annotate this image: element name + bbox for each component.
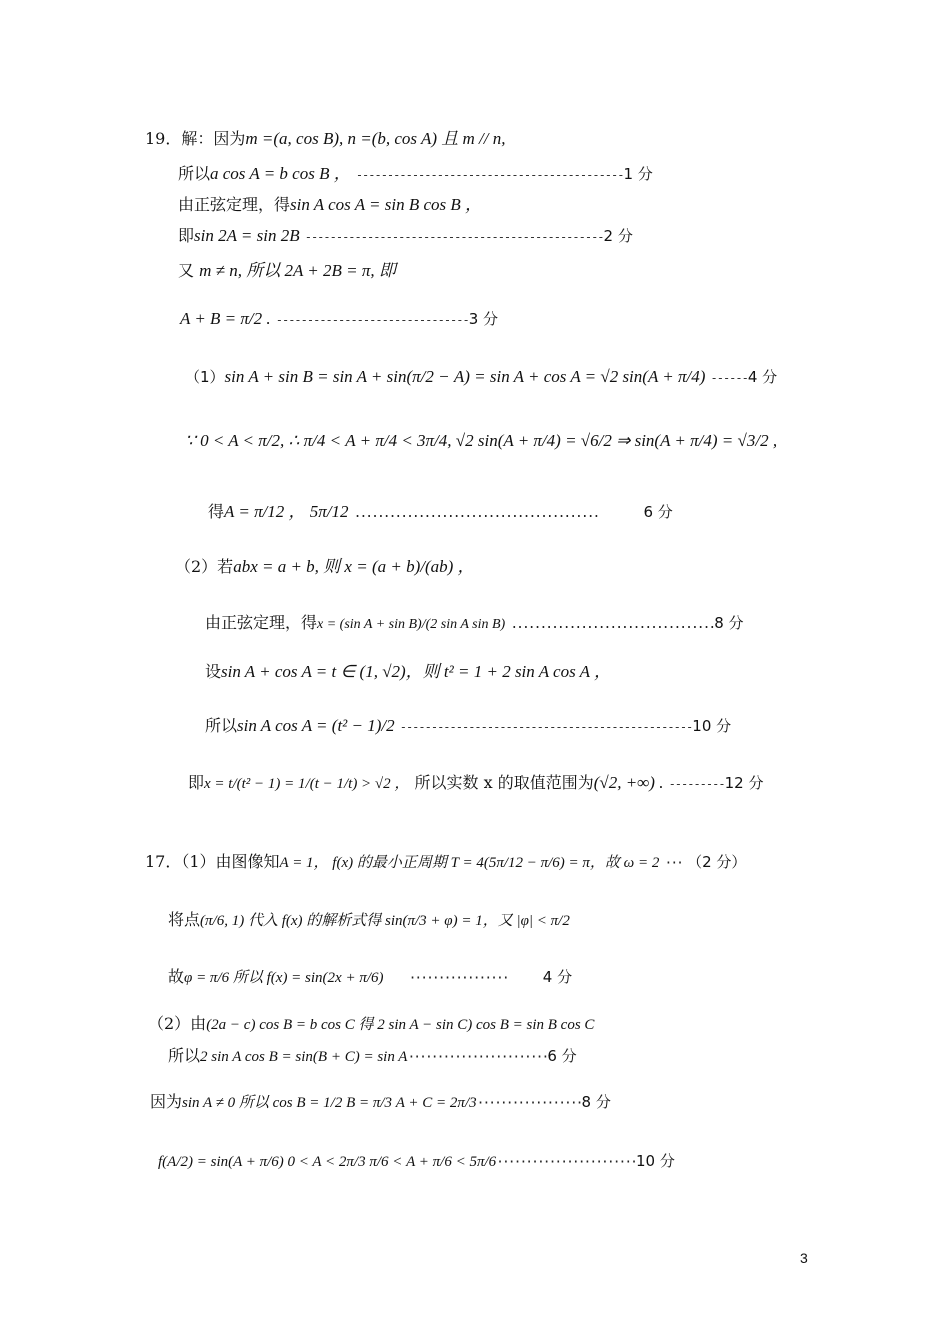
q19-part2-line2 [205, 612, 744, 636]
q19-part2-line1 [175, 556, 475, 578]
step-text: 所以 [178, 164, 211, 183]
step-math: (2a − c) cos B = b cos C 得 2 sin A − sin C) cos B = sin B cos C [206, 1017, 595, 1033]
score-leader: .......................................... [353, 506, 599, 521]
q19-part2-line5 [188, 772, 763, 795]
score: 12 分 [724, 774, 764, 792]
step-math: m ≠ n, 所以 2A + 2B = π, 即 [199, 261, 396, 280]
step-text: 故 [168, 967, 185, 986]
score-leader: ························ [407, 1050, 548, 1065]
step-math: sin A ≠ 0 所以 cos B = 1/2 B = π/3 A + C = 2π/3 [182, 1095, 477, 1111]
q19-header [145, 128, 506, 150]
q19-step-5 [180, 308, 498, 331]
q17-label: 17．（1）由图像知 [145, 852, 280, 871]
step-text: 得 [208, 502, 225, 521]
q17-line3 [168, 966, 572, 990]
part-label: （2）由 [148, 1014, 207, 1033]
step-math: 2 sin A cos B = sin(B + C) = sin A [200, 1049, 408, 1065]
q19-part2-line4 [205, 715, 731, 738]
step-math: sin A cos A = (t² − 1)/2 [237, 716, 395, 735]
step-text: 即 [188, 773, 205, 792]
q19-step-3 [178, 225, 633, 248]
step-math: A = 1， f(x) 的最小正周期 T = 4(5π/12 − π/6) = π，故 ω = 2 [279, 855, 660, 871]
part-label: （1） [185, 368, 225, 386]
score: 4 分 [542, 968, 573, 986]
step-math: x = (sin A + sin B)/(2 sin A sin B) [317, 617, 506, 632]
q19-label: 19．解：因为 [145, 129, 246, 148]
step-math: sin 2A = sin 2B [194, 226, 300, 245]
score: 4 分 [747, 368, 778, 386]
step-text: 所以 [205, 716, 238, 735]
step-math: abx = a + b, 则 x = (a + b)/(ab) ， [233, 557, 475, 576]
part-label: （2）若 [175, 557, 234, 576]
q17-line6 [150, 1091, 611, 1115]
score: 10 分 [636, 1152, 675, 1170]
step-text: 设 [205, 662, 222, 681]
step-math: x = t/(t² − 1) = 1/(t − 1/t) > √2 ， [204, 776, 410, 792]
score-leader: ················· [408, 971, 508, 986]
q17-line2 [168, 909, 570, 932]
step-math: sin A + sin B = sin A + sin(π/2 − A) = sin A + cos A = √2 sin(A + π/4) [224, 367, 706, 386]
step-math: A + B = π/2 . [180, 309, 271, 328]
q17-line1 [145, 851, 746, 875]
step-text: 所以 [168, 1046, 201, 1065]
q19-part1-line3 [208, 501, 673, 525]
step-math: sin A cos A = sin B cos B ， [290, 195, 483, 214]
step-math: φ = π/6 所以 f(x) = sin(2x + π/6) [184, 970, 384, 986]
q17-line7 [158, 1150, 675, 1174]
q19-step-4 [178, 260, 396, 282]
q19-step-2 [178, 194, 482, 216]
score: 8 分 [581, 1093, 611, 1111]
step-text: 由正弦定理，得 [178, 195, 291, 214]
step-math: (√2, +∞) . [593, 773, 664, 792]
q17-line5 [168, 1045, 577, 1069]
score: 6 分 [643, 503, 673, 521]
score: 3 分 [468, 310, 499, 328]
score-leader: ------ [710, 371, 748, 385]
score: 8 分 [714, 614, 744, 632]
step-text: 又 [178, 261, 195, 280]
score: 10 分 [692, 717, 732, 735]
step-text: 即 [178, 226, 195, 245]
step-text: 由正弦定理，得 [205, 613, 318, 632]
step-text: 将点 [168, 910, 201, 929]
q19-part1-line2 [185, 430, 777, 452]
step-text: 因为 [150, 1092, 183, 1111]
q19-part2-line3 [205, 661, 611, 683]
score: 1 分 [623, 165, 653, 183]
q17-line4 [148, 1013, 594, 1036]
score-leader: --------- [668, 777, 725, 791]
step-math: sin A + cos A = t ∈ (1, √2)，则 t² = 1 + 2 sin A cos A ， [221, 662, 611, 681]
step-math: A = π/12 ， 5π/12 [224, 502, 349, 521]
step-text: 所以实数 x 的取值范围为 [414, 773, 594, 792]
score: （2 分） [687, 853, 747, 871]
q19-part1-line1 [185, 366, 777, 389]
score-leader: ·················· [476, 1096, 582, 1111]
score: 2 分 [603, 227, 633, 245]
step-math: (π/6, 1) 代入 f(x) 的解析式得 sin(π/3 + φ) = 1，又 |φ| < π/2 [200, 913, 570, 929]
score-leader: ----------------------------------------------- [399, 720, 693, 734]
score-leader: ------------------------------- [275, 313, 469, 327]
step-math: ∵ 0 < A < π/2, ∴ π/4 < A + π/4 < 3π/4, √2 sin(A + π/4) = √6/2 ⇒ sin(A + π/4) = √3/2 , [185, 431, 778, 450]
score-leader: ------------------------------------------- [355, 168, 624, 182]
score-leader: ------------------------------------------------ [304, 230, 604, 244]
score: 6 分 [547, 1047, 577, 1065]
q19-given: m =(a, cos B), n =(b, cos A) 且 m // n, [245, 129, 506, 148]
page-number: 3 [800, 1250, 808, 1266]
step-math: a cos A = b cos B ， [210, 164, 351, 183]
score-leader: ................................... [510, 617, 715, 632]
score-leader: ························ [496, 1155, 636, 1170]
q19-step-1 [178, 163, 653, 186]
step-math: f(A/2) = sin(A + π/6) 0 < A < 2π/3 π/6 < A + π/6 < 5π/6 [158, 1154, 497, 1170]
score-leader: ··· [664, 856, 682, 871]
